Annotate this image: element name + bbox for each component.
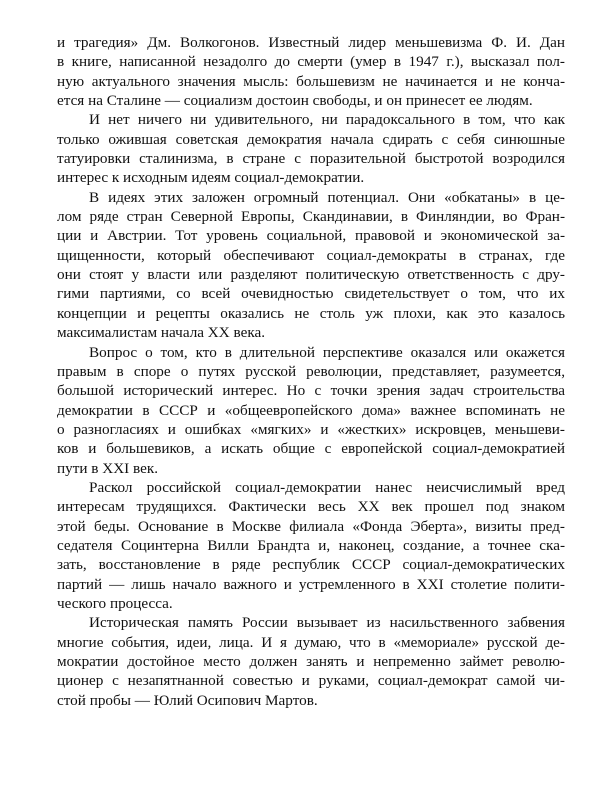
text-line: щищенности, который обеспечивают социал-демократы в странах, где — [57, 246, 565, 264]
text-line: правым в споре о путях русской революции, представляет, разумеется, — [57, 362, 565, 380]
text-line: ется на Сталине — социализм достоин свободы, и он принесет ее людям. — [57, 92, 533, 110]
paragraph-6 — [57, 613, 565, 710]
text-line: В идеях этих заложен огромный потенциал. Они «обкатаны» в це- — [89, 188, 565, 206]
text-line: только ожившая советская демократия начала сдирать с себя синюшные — [57, 130, 565, 148]
text-line: лом ряде стран Северной Европы, Скандинавии, в Финляндии, во Фран- — [57, 208, 565, 226]
paragraph-4 — [57, 343, 565, 478]
text-line: татуировки сталинизма, в стране с поразительной быстротой возродился — [57, 150, 565, 168]
document-page — [57, 33, 565, 710]
text-line: седателя Социнтерна Вилли Брандта и, наконец, создание, а точнее ска- — [57, 536, 565, 554]
paragraph-2 — [57, 110, 565, 187]
text-line: И нет ничего ни удивительного, ни парадоксального в том, что как — [89, 111, 565, 129]
text-line: этой беды. Основание в Москве филиала «Фонда Эберта», визиты пред- — [57, 517, 565, 535]
text-line: многие события, идеи, лица. И я думаю, что в «мемориале» русской де- — [57, 633, 565, 651]
text-line: пути в XXI век. — [57, 459, 159, 477]
text-line: мократии достойное место должен занять и непременно займет револю- — [57, 653, 565, 670]
text-line: демократии в СССР и «общеевропейского дома» важнее вспоминать не — [57, 401, 565, 419]
text-line: интерес к исходным идеям социал-демократии. — [57, 169, 365, 187]
text-line: зать, восстановление в ряде республик СССР социал-демократических — [57, 556, 565, 574]
text-line: стой пробы — Юлий Осипович Мартов. — [57, 691, 318, 709]
text-line: они стоят у власти или разделяют политическую ответственность с дру- — [57, 266, 565, 284]
paragraph-5 — [57, 478, 565, 613]
paragraph-1 — [57, 33, 565, 110]
text-line: партий — лишь начало важного и устремленного в XXI столетие полити- — [57, 575, 565, 593]
text-line: большой исторический интерес. Но с точки зрения задач строительства — [57, 382, 565, 400]
text-line: максималистам начала XX века. — [57, 324, 266, 342]
text-line: Вопрос о том, кто в длительной перспективе оказался или окажется — [89, 343, 565, 361]
text-line: Раскол российской социал-демократии нанес неисчислимый вред — [89, 478, 565, 496]
text-line: ционер с незапятнанной совестью и руками, социал-демократ самой чи- — [57, 672, 565, 690]
text-line: ции и Австрии. Тот уровень социальной, правовой и экономической за- — [57, 227, 565, 245]
text-line: гими партиями, со всей очевидностью свидетельствует о том, что их — [57, 285, 565, 303]
text-line: концепции и рецепты оказались не столь уж плохи, как это казалось — [57, 304, 565, 322]
text-line: ческого процесса. — [57, 594, 173, 612]
text-line: ков и большевиков, а искать общие с европейской социал-демократией — [57, 440, 565, 458]
text-line: интересам трудящихся. Фактически весь XX век прошел под знаком — [57, 498, 565, 516]
text-line: Историческая память России вызывает из насильственного забвения — [89, 614, 565, 632]
paragraph-3 — [57, 188, 565, 343]
text-line: ную актуального значения мысль: большевизм не начинается и не конча- — [57, 72, 565, 90]
text-line: и трагедия» Дм. Волкогонов. Известный лидер меньшевизма Ф. И. Дан — [57, 34, 565, 51]
text-line: в книге, написанной незадолго до смерти (умер в 1947 г.), высказал пол- — [57, 53, 565, 71]
text-line: о разногласиях и ошибках «мягких» и «жестких» искровцев, меньшеви- — [57, 420, 565, 438]
